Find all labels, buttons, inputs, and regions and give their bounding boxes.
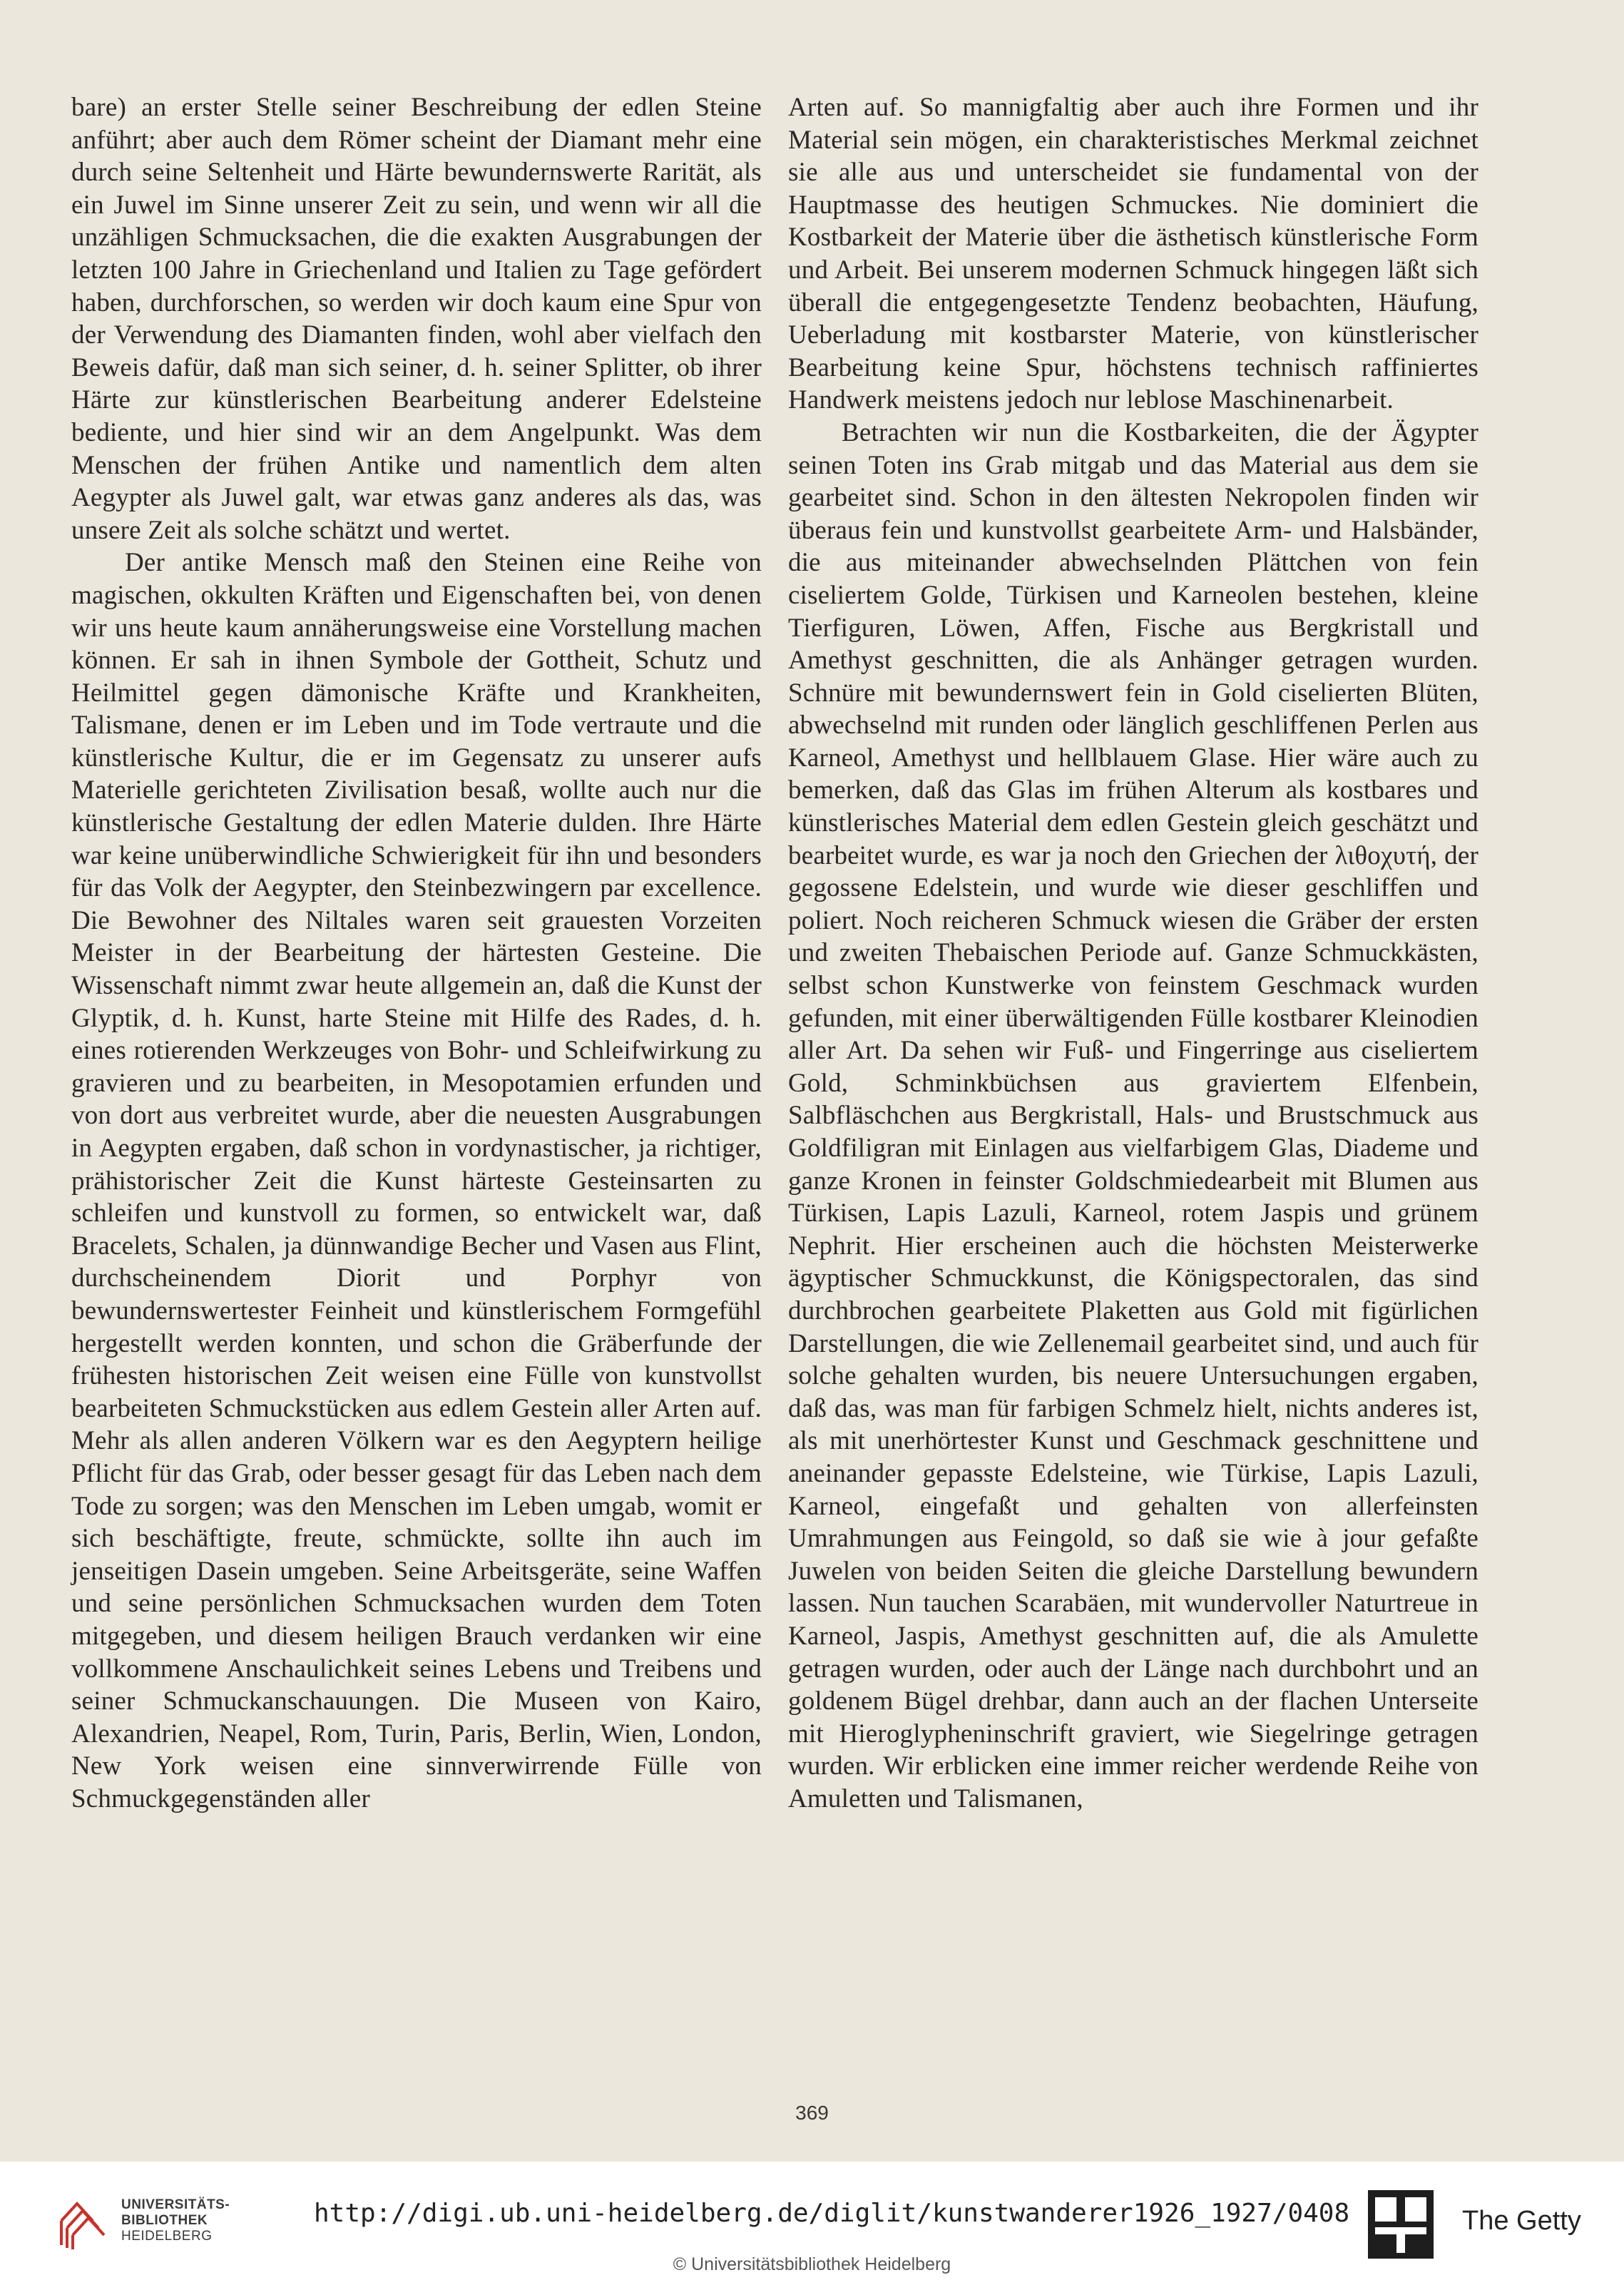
paragraph: Betrachten wir nun die Kostbarkeiten, die der Ägypter seinen Toten ins Grab mitgab und das Material aus dem sie gearbeitet sind. Schon in den ältesten Nekropolen finden wir überaus fein und kunstvollst gearbeitete Arm- und Halsbänder, die aus miteinander abwechselnden Plättchen von fein ciseliertem Golde, Türkisen und Karneolen bestehen, kleine Tierfiguren, Löwen, Affen, Fische aus Bergkristall und Amethyst geschnitten, die als Anhänger getragen wurden. Schnüre mit bewundernswert fein in Gold ciselierten Blüten, abwechselnd mit runden oder länglich geschliffenen Perlen aus Karneol, Amethyst und hellblauem Glase. Hier wäre auch zu bemerken, daß das Glas im frühen Alterum als kostbares und künstlerisches Material dem edlen Gestein gleich geschätzt und bearbeitet wurde, es war ja noch den Griechen der λιθοχυτή, der gegossene Edelstein, und wurde wie dieser geschliffen und poliert. Noch reicheren Schmuck wiesen die Gräber der ersten und zweiten Thebaischen Periode auf. Ganze Schmuckkästen, selbst schon Kunstwerke von feinstem Geschmack wurden gefunden, mit einer überwältigenden Fülle kostbarer Kleinodien aller Art. Da sehen wir Fuß- und Fingerringe aus ciseliertem Gold, Schminkbüchsen aus graviertem Elfenbein, Salbfläschchen aus Bergkristall, Hals- und Brustschmuck aus Goldfiligran mit Einlagen aus vielfarbigem Glas, Diademe und ganze Kronen in feinster Goldschmiedearbeit mit Blumen aus Türkisen, Lapis Lazuli, Karneol, rotem Jaspis und grünem Nephrit. Hier erscheinen auch die höchsten Meisterwerke ägyptischer Schmuckkunst, die Königspectoralen, das sind durchbrochen gearbeitete Plaketten aus Gold mit figürlichen Darstellungen, die wie Zellenemail gearbeitet sind, und auch für solche gehalten wurden, bis neuere Untersuchungen ergaben, daß das, was man für farbigen Schmelz hielt, nichts anderes ist, als mit unerhörtester Kunst und Geschmack geschnittene und aneinander gepasste Edelsteine, wie Türkise, Lapis Lazuli, Karneol, eingefaßt und gehalten von allerfeinsten Umrahmungen aus Feingold, so daß sie wie à jour gefaßte Juwelen von beiden Seiten die gleiche Darstellung bewundern lassen. Nun tauchen Scarabäen, mit wundervoller Naturtreue in Karneol, Jaspis, Amethyst geschnitten auf, die als Amulette getragen wurden, oder auch der Länge nach durchbohrt und an goldenem Bügel drehbar, dann auch an der flachen Unterseite mit Hieroglypheninschrift graviert, wie Siegelringe getragen wurden. Wir erblicken eine immer reicher werdende Reihe von Amuletten und Talismanen, [788, 417, 1479, 1813]
copyright-notice: © Universitätsbibliothek Heidelberg [673, 2254, 951, 2274]
library-name [121, 2197, 230, 2244]
paragraph: Der antike Mensch maß den Steinen eine Reihe von magischen, okkulten Kräften und Eigenschaften bei, von denen wir uns heute kaum annäherungsweise eine Vorstellung machen können. Er sah in ihnen Symbole der Gottheit, Schutz und Heilmittel gegen dämonische Kräfte und Krankheiten, Talismane, denen er im Leben und im Tode vertraute und die künstlerische Kultur, die er im Gegensatz zu unserer aufs Materielle gerichteten Zivilisation besaß, wollte auch nur die künstlerische Gestaltung der edlen Materie dulden. Ihre Härte war keine unüberwindliche Schwierigkeit für ihn und besonders für das Volk der Aegypter, den Steinbezwingern par excellence. Die Bewohner des Niltales waren seit grauesten Vorzeiten Meister in der Bearbeitung der härtesten Gesteine. Die Wissenschaft nimmt zwar heute allgemein an, daß die Kunst der Glyptik, d. h. Kunst, harte Steine mit Hilfe des Rades, d. h. eines rotierenden Werkzeuges von Bohr- und Schleifwirkung zu gravieren und zu bearbeiten, in Mesopotamien erfunden und von dort aus verbreitet wurde, aber die neuesten Ausgrabungen in Aegypten ergaben, daß schon in vordynastischer, ja richtiger, prähistorischer Zeit die Kunst härteste Gesteinsarten zu schleifen und kunstvoll zu formen, so entwickelt war, daß Bracelets, Schalen, ja dünnwandige Becher und Vasen aus Flint, durchscheinendem Diorit und Porphyr von bewundernswertester Feinheit und künstlerischem Formgefühl hergestellt werden konnten, und schon die Gräberfunde der frühesten historischen Zeit weisen eine Fülle von kunstvollst bearbeiteten Schmuckstücken aus edlem Gestein aller Arten auf. Mehr als allen anderen Völkern war es den Aegyptern heilige Pflicht für das Grab, oder besser gesagt für das Leben nach dem Tode zu sorgen; was den Menschen im Leben umgab, womit er sich beschäftigte, freute, schmückte, sollte ihn auch im jenseitigen Dasein umgeben. Seine Arbeitsgeräte, seine Waffen und seine persönlichen Schmucksachen wurden dem Toten mitgegeben, und diesem heiligen Brauch verdanken wir eine vollkommene Anschaulichkeit seines Lebens und Treibens und seiner Schmuckanschauungen. Die Museen von Kairo, Alexandrien, Neapel, Rom, Turin, Paris, Berlin, Wien, London, New York weisen eine sinnverwirrende Fülle von Schmuckgegenständen aller [71, 548, 762, 1813]
getty-label: The Getty [1462, 2206, 1581, 2236]
paragraph: bare) an erster Stelle seiner Beschreibung der edlen Steine anführt; aber auch dem Römer scheint der Diamant mehr eine durch seine Seltenheit und Härte bewundernswerte Rarität, als ein Juwel im Sinne unserer Zeit zu sein, und wenn wir all die unzähligen Schmucksachen, die die exakten Ausgrabungen der letzten 100 Jahre in Griechenland und Italien zu Tage gefördert haben, durchforschen, so werden wir doch kaum eine Spur von der Verwendung des Diamanten finden, wohl aber vielfach den Beweis dafür, daß man sich seiner, d. h. seiner Splitter, ob ihrer Härte zur künstlerischen Bearbeitung anderer Edelsteine bediente, und hier sind wir an dem Angelpunkt. Was dem Menschen der frühen Antike und namentlich dem alten Aegypter als Juwel galt, war etwas ganz anderes als das, was unsere Zeit als solche schätzt und wertet. [71, 93, 762, 545]
library-name-line: UNIVERSITÄTS- [121, 2197, 230, 2212]
ub-heidelberg-logo-icon [56, 2194, 107, 2251]
library-name-line: BIBLIOTHEK [121, 2213, 208, 2228]
left-text-column [71, 91, 762, 1815]
digitization-footer [0, 2162, 1624, 2295]
right-text-column [788, 91, 1479, 1815]
library-name-line: HEIDELBERG [121, 2229, 213, 2244]
page-number: 369 [795, 2102, 829, 2124]
getty-logo-icon [1368, 2190, 1434, 2259]
permalink-url[interactable]: http://digi.ub.uni-heidelberg.de/diglit/kunstwanderer1926_1927/0408 [314, 2199, 1350, 2228]
paragraph: Arten auf. So mannigfaltig aber auch ihre Formen und ihr Material sein mögen, ein charakteristisches Merkmal zeichnet sie alle aus und unterscheidet sie fundamental von der Hauptmasse des heutigen Schmuckes. Nie dominiert die Kostbarkeit der Materie über die ästhetisch künstlerische Form und Arbeit. Bei unserem modernen Schmuck hingegen läßt sich überall die entgegengesetzte Tendenz beobachten, Häufung, Ueberladung mit kostbarster Materie, von künstlerischer Bearbeitung keine Spur, höchstens technisch raffiniertes Handwerk meistens jedoch nur leblose Maschinenarbeit. [788, 93, 1479, 415]
